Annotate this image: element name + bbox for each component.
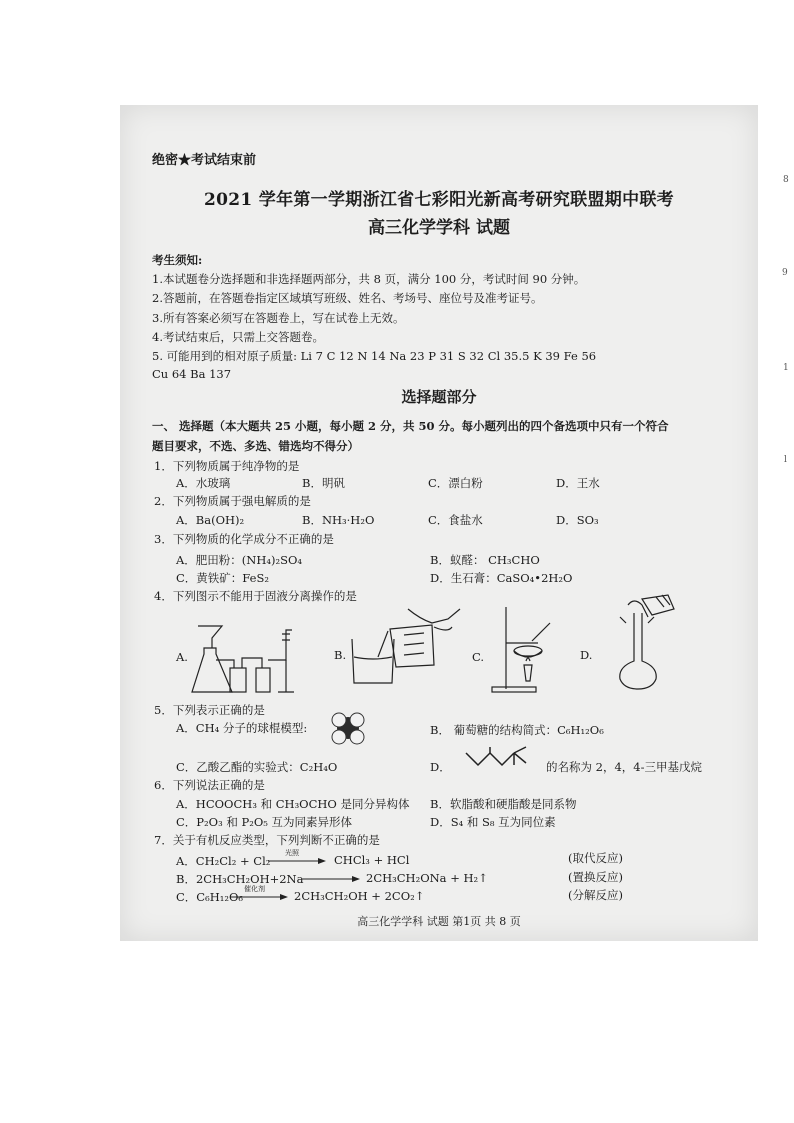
beaker-pouring-figure: [348, 605, 466, 687]
edge-mark: 8: [783, 175, 789, 185]
q7-option-b-type: (置换反应): [568, 870, 623, 884]
q4-label-a: A.: [176, 650, 188, 664]
exam-title: 2021 学年第一学期浙江省七彩阳光新高考研究联盟期中联考: [204, 190, 674, 210]
reaction-arrow: [302, 875, 362, 883]
ch4-ball-stick-model: [328, 710, 368, 746]
q5-option-c: C．乙酸乙酯的实验式：C₂H₄O: [176, 760, 338, 774]
q2-option-d: D．SO₃: [556, 513, 599, 527]
suction-filtration-figure: [190, 620, 298, 695]
q5-option-b: B． 葡萄糖的结构简式：C₆H₁₂O₆: [430, 723, 604, 737]
q2-option-b: B．NH₃·H₂O: [302, 513, 375, 527]
q7-option-c-left: C．C₆H₁₂O₆: [176, 890, 243, 904]
q3-option-a: A．肥田粉：(NH₄)₂SO₄: [176, 553, 303, 567]
exam-subtitle: 高三化学学科 试题: [368, 218, 510, 238]
q6-option-d: D．S₄ 和 S₈ 互为同位素: [430, 815, 556, 829]
q3-option-d: D．生石膏：CaSO₄•2H₂O: [430, 571, 573, 585]
notice-item-2: 2.答题前，在答题卷指定区域填写班级、姓名、考场号、座位号及准考证号。: [152, 291, 543, 305]
section-intro-1: 一、 选择题（本大题共 25 小题，每小题 2 分，共 50 分。每小题列出的四个备选项中只有一个符合: [152, 419, 669, 433]
edge-mark: l: [784, 455, 787, 465]
q3-option-b: B．蚁醛： CH₃CHO: [430, 553, 540, 567]
q6-option-c: C．P₂O₃ 和 P₂O₅ 互为同素异形体: [176, 815, 353, 829]
q3-option-c: C．黄铁矿：FeS₂: [176, 571, 269, 585]
confidential-label: 绝密★考试结束前: [152, 153, 257, 168]
q7-c-condition: 催化剂: [244, 885, 265, 893]
q5-option-d-suffix: 的名称为 2，4，4-三甲基戊烷: [546, 760, 702, 774]
notice-item-4: 4.考试结束后，只需上交答题卷。: [152, 330, 324, 344]
q7-option-c-right: 2CH₃CH₂OH + 2CO₂↑: [294, 889, 425, 903]
q7-option-a-type: (取代反应): [568, 851, 623, 865]
q1-option-c: C．漂白粉: [428, 476, 483, 490]
q6-stem: 6．下列说法正确的是: [154, 778, 265, 792]
section-title: 选择题部分: [401, 388, 477, 406]
atomic-masses: 5. 可能用到的相对原子质量: Li 7 C 12 N 14 Na 23 P 31 S 32 Cl 35.5 K 39 Fe 56: [152, 349, 597, 363]
q6-option-a: A．HCOOCH₃ 和 CH₃OCHO 是同分异构体: [176, 797, 410, 811]
section-intro-2: 题目要求，不选、多选、错选均不得分）: [152, 439, 359, 453]
skeletal-formula-figure: [464, 745, 544, 771]
q2-stem: 2．下列物质属于强电解质的是: [154, 494, 311, 508]
page-footer: 高三化学学科 试题 第1页 共 8 页: [357, 915, 521, 928]
q7-option-c-type: (分解反应): [568, 888, 623, 902]
q4-label-b: B.: [334, 648, 347, 662]
edge-mark: 9: [782, 268, 788, 278]
q5-option-d-prefix: D．: [430, 760, 451, 774]
q1-option-b: B．明矾: [302, 476, 345, 490]
q2-option-a: A．Ba(OH)₂: [176, 513, 245, 527]
q5-stem: 5．下列表示正确的是: [154, 703, 265, 717]
q2-option-c: C．食盐水: [428, 513, 483, 527]
reaction-arrow: [268, 857, 328, 865]
q7-option-b-right: 2CH₃CH₂ONa + H₂↑: [366, 871, 488, 885]
q1-option-a: A．水玻璃: [176, 476, 231, 490]
q4-stem: 4．下列图示不能用于固液分离操作的是: [154, 589, 357, 603]
q1-option-d: D．王水: [556, 476, 600, 490]
edge-mark: 1: [783, 363, 789, 373]
q7-option-a-left: A．CH₂Cl₂ + Cl₂: [176, 854, 271, 868]
volumetric-flask-figure: [608, 593, 688, 693]
q5-option-a: A．CH₄ 分子的球棍模型:: [176, 721, 308, 735]
atomic-masses-cont: Cu 64 Ba 137: [152, 367, 232, 381]
evaporation-figure: [488, 605, 568, 695]
q7-option-b-left: B．2CH₃CH₂OH+2Na: [176, 872, 304, 886]
notice-heading: 考生须知:: [152, 253, 203, 267]
q4-label-c: C.: [472, 650, 485, 664]
exam-page: [120, 105, 758, 941]
q1-stem: 1．下列物质属于纯净物的是: [154, 459, 300, 473]
q7-a-condition: 光照: [285, 849, 299, 857]
notice-item-1: 1.本试题卷分选择题和非选择题两部分，共 8 页，满分 100 分，考试时间 90 分钟。: [152, 272, 586, 286]
q7-stem: 7．关于有机反应类型，下列判断不正确的是: [154, 833, 380, 847]
q7-option-a-right: CHCl₃ + HCl: [334, 853, 410, 867]
reaction-arrow: [230, 893, 290, 901]
q4-label-d: D.: [580, 648, 593, 662]
q3-stem: 3．下列物质的化学成分不正确的是: [154, 532, 334, 546]
notice-item-3: 3.所有答案必须写在答题卷上，写在试卷上无效。: [152, 311, 405, 325]
q6-option-b: B．软脂酸和硬脂酸是同系物: [430, 797, 577, 811]
